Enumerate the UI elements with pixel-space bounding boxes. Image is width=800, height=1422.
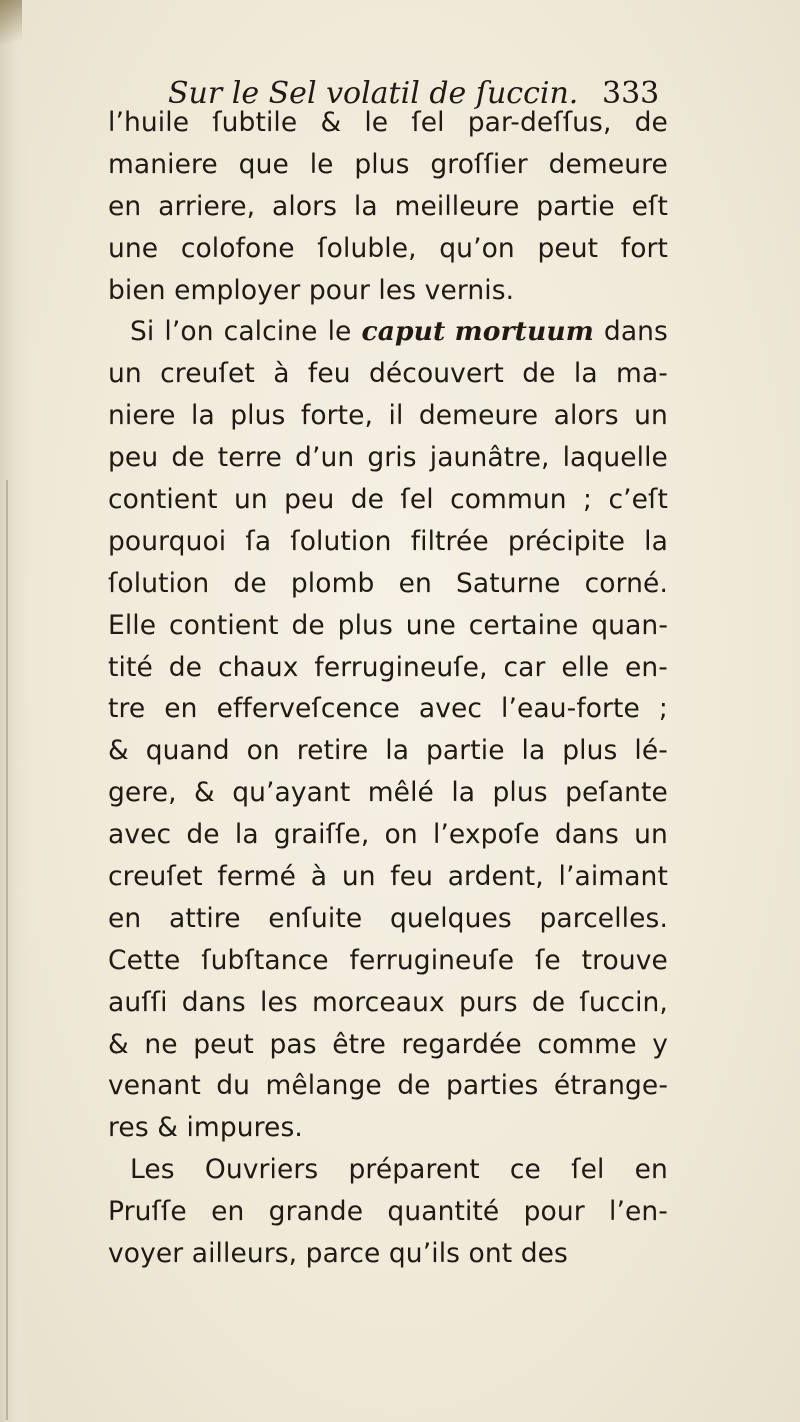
text-line: niere la plus forte, il demeure alors un	[108, 400, 668, 432]
text-line: Cette ſubſtance ferrugineuſe ſe trouve	[108, 944, 668, 976]
text-line: auſſi dans les morceaux purs de ſuccin,	[108, 986, 668, 1018]
text-body	[108, 102, 668, 1275]
text-line: bien employer pour les vernis.	[108, 274, 515, 306]
text-line: pourquoi ſa ſolution filtrée précipite la	[108, 525, 668, 557]
text-line: voyer ailleurs, parce qu’ils ont des	[108, 1238, 568, 1270]
running-head-title: Sur le Sel volatil de ſuccin.	[168, 76, 579, 111]
text-line: Pruſſe en grande quantité pour l’en-	[108, 1196, 668, 1228]
text-line: tre en efferveſcence avec l’eau-forte ;	[108, 693, 668, 725]
page-stain	[0, 0, 22, 60]
page-gutter-shadow	[0, 0, 30, 1422]
text-line: ſolution de plomb en Saturne corné.	[108, 567, 668, 599]
text-line: Les Ouvriers préparent ce ſel en	[130, 1154, 668, 1186]
text-line: l’huile ſubtile & le ſel par-deſſus, de	[108, 107, 668, 138]
text-line: gere, & qu’ayant mêlé la plus peſante	[108, 777, 668, 809]
text-line: en arriere, alors la meilleure partie eſt	[108, 190, 668, 222]
text-line: maniere que le plus groſſier demeure	[108, 148, 668, 180]
text-line: un creuſet à feu découvert de la ma-	[108, 358, 668, 390]
text-line: venant du mêlange de parties étrange-	[108, 1070, 668, 1102]
text-line: avec de la graiſſe, on l’expoſe dans un	[108, 819, 668, 851]
text-line: Si l’on calcine le caput mortuum dans	[130, 316, 668, 348]
text-line: contient un peu de ſel commun ; c’eſt	[108, 484, 668, 516]
text-line: & ne peut pas être regardée comme y	[108, 1028, 668, 1060]
text-line: tité de chaux ferrugineuſe, car elle en-	[108, 651, 668, 683]
text-line: res & impures.	[108, 1112, 303, 1144]
text-line: creuſet fermé à un feu ardent, l’aimant	[108, 861, 668, 893]
page-number: 333	[602, 76, 660, 111]
text-line: en attire enſuite quelques parcelles.	[108, 902, 668, 934]
text-line: peu de terre d’un gris jaunâtre, laquelle	[108, 442, 668, 474]
text-line: & quand on retire la partie la plus lé-	[108, 735, 668, 767]
text-line: une colofone ſoluble, qu’on peut fort	[108, 232, 668, 264]
text-line: Elle contient de plus une certaine quan-	[108, 609, 668, 641]
